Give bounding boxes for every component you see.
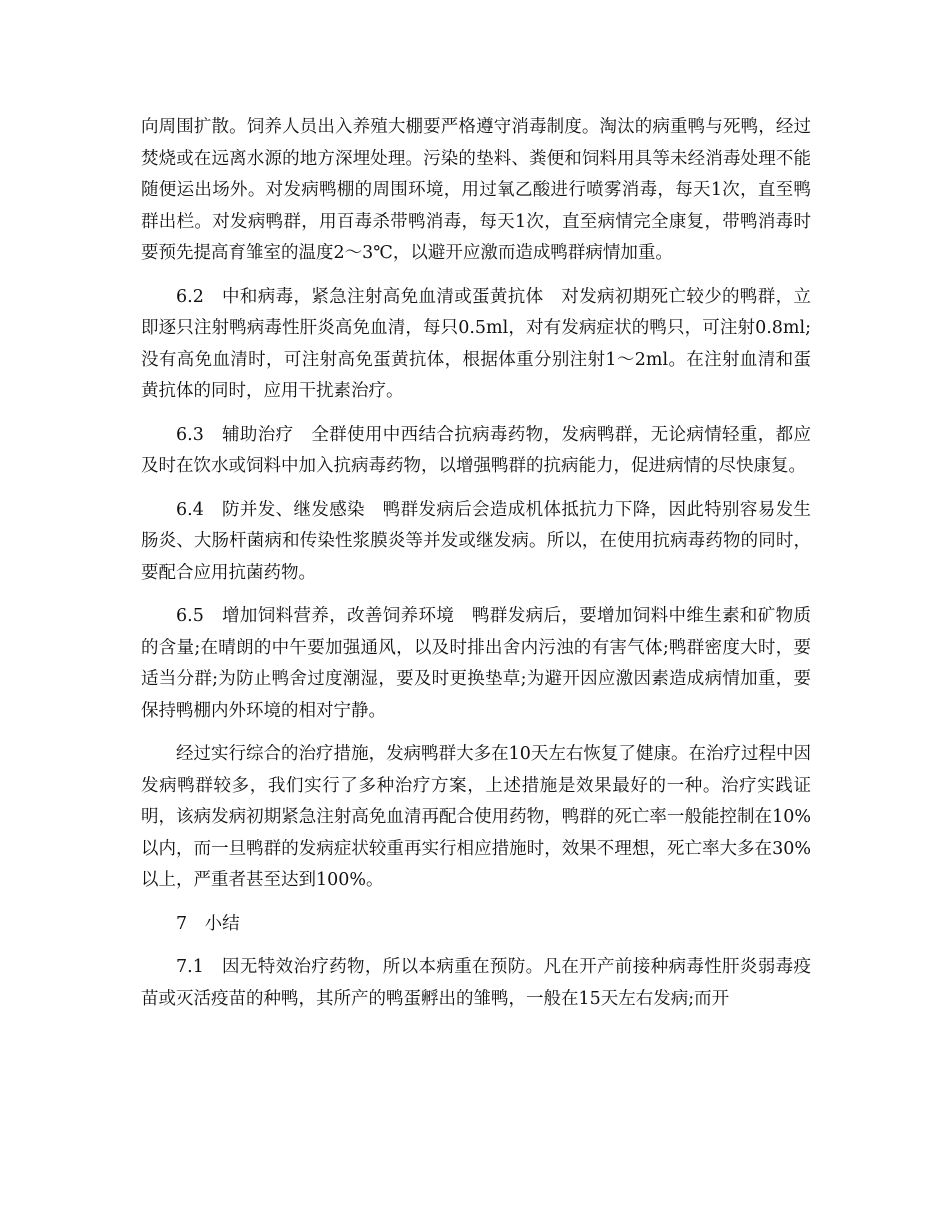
paragraph-6-3-auxiliary-treatment: 6.3 辅助治疗 全群使用中西结合抗病毒药物，发病鸭群，无论病情轻重，都应及时在饮水或饲料中加入抗病毒药物，以增强鸭群的抗病能力，促进病情的尽快康复。 xyxy=(141,424,811,476)
paragraph-disinfection-continued: 向周围扩散。饲养人员出入养殖大棚要严格遵守消毒制度。淘汰的病重鸭与死鸭，经过焚烧或在远离水源的地方深埋处理。污染的垫料、粪便和饲料用具等未经消毒处理不能随便运出场外。对发病鸭棚的周围环境，用过氧乙酸进行喷雾消毒，每天1次，直至鸭群出栏。对发病鸭群，用百毒杀带鸭消毒，每天1次，直至病情完全康复，带鸭消毒时要预先提高育雏室的温度2～3℃，以避开应激而造成鸭群病情加重。 xyxy=(141,117,811,263)
section-heading-7-summary: 7 小结 xyxy=(176,913,240,934)
paragraph-6-5-nutrition-environment: 6.5 增加饲料营养，改善饲养环境 鸭群发病后，要增加饲料中维生素和矿物质的含量;在晴朗的中午要加强通风，以及时排出舍内污浊的有害气体;鸭群密度大时，要适当分群;为防止鸭舍过度潮湿，要及时更换垫草;为避开因应激因素造成病情加重，要保持鸭棚内外环境的相对宁静。 xyxy=(141,606,811,721)
paragraph-6-2-neutralize-virus: 6.2 中和病毒，紧急注射高免血清或蛋黄抗体 对发病初期死亡较少的鸭群，立即逐只注射鸭病毒性肝炎高免血清，每只0.5ml，对有发病症状的鸭只，可注射0.8ml;没有高免血清时，可注射高免蛋黄抗体，根据体重分别注射1～2ml。在注射血清和蛋黄抗体的同时，应用干扰素治疗。 xyxy=(141,286,811,401)
paragraph-7-1-prevention: 7.1 因无特效治疗药物，所以本病重在预防。凡在开产前接种病毒性肝炎弱毒疫苗或灭活疫苗的种鸭，其所产的鸭蛋孵出的雏鸭，一般在15天左右发病;而开 xyxy=(141,957,811,1009)
paragraph-6-4-prevent-secondary-infection: 6.4 防并发、继发感染 鸭群发病后会造成机体抵抗力下降，因此特别容易发生肠炎、大肠杆菌病和传染性浆膜炎等并发或继发病。所以，在使用抗病毒药物的同时，要配合应用抗菌药物。 xyxy=(141,499,811,583)
paragraph-treatment-results: 经过实行综合的治疗措施，发病鸭群大多在10天左右恢复了健康。在治疗过程中因发病鸭群较多，我们实行了多种治疗方案，上述措施是效果最好的一种。治疗实践证明，该病发病初期紧急注射高免血清再配合使用药物，鸭群的死亡率一般能控制在10%以内，而一旦鸭群的发病症状较重再实行相应措施时，效果不理想，死亡率大多在30%以上，严重者甚至达到100%。 xyxy=(141,744,811,890)
document-body xyxy=(141,112,811,1027)
